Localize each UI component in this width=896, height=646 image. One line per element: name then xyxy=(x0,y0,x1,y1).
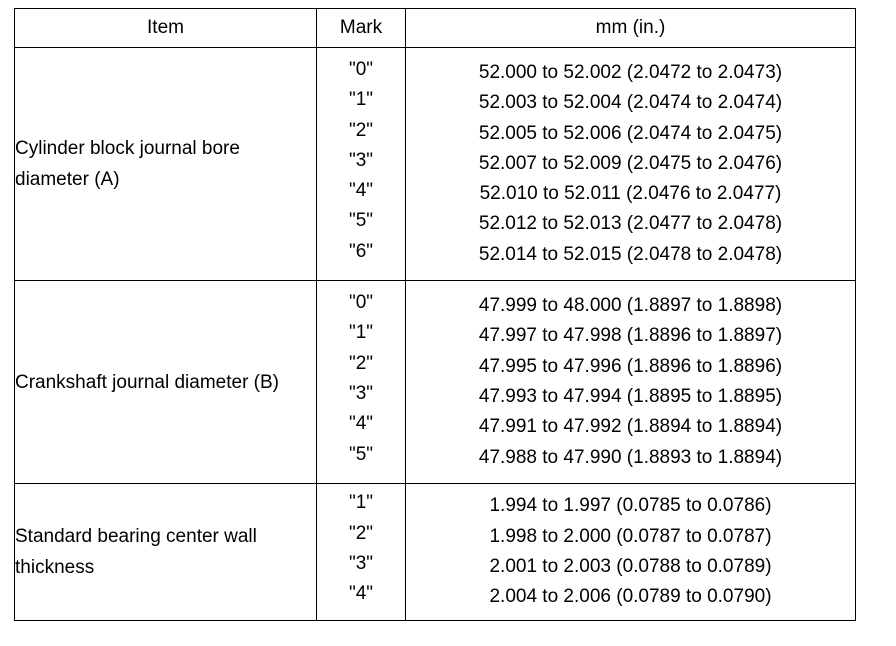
range-value: 52.014 to 52.015 (2.0478 to 2.0478) xyxy=(478,243,783,265)
range-value: 52.010 to 52.011 (2.0476 to 2.0477) xyxy=(479,183,782,205)
mark-value: "0" xyxy=(348,292,374,314)
mark-value: "2" xyxy=(348,352,374,374)
range-value: 47.997 to 47.998 (1.8896 to 1.8897) xyxy=(478,325,783,347)
mark-value: "2" xyxy=(348,119,374,141)
range-value: 47.995 to 47.996 (1.8896 to 1.8896) xyxy=(478,355,783,377)
mark-value: "4" xyxy=(348,583,374,605)
range-value: 2.001 to 2.003 (0.0788 to 0.0789) xyxy=(489,556,772,577)
value-cell xyxy=(406,48,856,281)
mark-value: "3" xyxy=(348,383,374,404)
range-value: 47.993 to 47.994 (1.8895 to 1.8895) xyxy=(478,386,783,407)
table-row-bearing-wall-thickness xyxy=(15,484,856,621)
mark-cell xyxy=(317,281,406,484)
table-row-crankshaft-journal xyxy=(15,281,856,484)
value-cell xyxy=(406,484,856,621)
range-value: 1.998 to 2.000 (0.0787 to 0.0787) xyxy=(489,525,772,547)
table-row-journal-bore xyxy=(15,48,856,281)
item-cell: Crankshaft journal diameter (B) xyxy=(15,281,317,484)
mark-cell xyxy=(317,484,406,621)
mark-value: "4" xyxy=(348,180,374,202)
mark-value: "4" xyxy=(348,413,374,435)
range-value: 52.007 to 52.009 (2.0475 to 2.0476) xyxy=(478,152,783,174)
range-value: 2.004 to 2.006 (0.0789 to 0.0790) xyxy=(489,586,772,608)
mark-value: "5" xyxy=(348,443,374,465)
range-value: 52.000 to 52.002 (2.0472 to 2.0473) xyxy=(478,61,783,83)
header-mm: mm (in.) xyxy=(406,9,856,48)
mark-value: "3" xyxy=(348,149,374,171)
header-row xyxy=(15,9,856,48)
item-cell: Standard bearing center wall thickness xyxy=(15,484,317,621)
mark-value: "0" xyxy=(348,58,374,80)
range-value: 47.999 to 48.000 (1.8897 to 1.8898) xyxy=(478,295,783,317)
mark-value: "1" xyxy=(348,89,374,111)
range-value: 52.005 to 52.006 (2.0474 to 2.0475) xyxy=(478,122,783,144)
range-value: 47.988 to 47.990 (1.8893 to 1.8894) xyxy=(478,446,783,468)
mark-value: "5" xyxy=(348,210,374,232)
range-value: 52.012 to 52.013 (2.0477 to 2.0478) xyxy=(478,213,783,235)
mark-value: "3" xyxy=(348,553,374,574)
range-value: 47.991 to 47.992 (1.8894 to 1.8894) xyxy=(478,416,783,438)
range-value: 52.003 to 52.004 (2.0474 to 2.0474) xyxy=(478,92,783,114)
mark-value: "6" xyxy=(348,240,374,262)
mark-value: "2" xyxy=(348,522,374,544)
value-cell xyxy=(406,281,856,484)
mark-value: "1" xyxy=(348,492,374,514)
range-value: 1.994 to 1.997 (0.0785 to 0.0786) xyxy=(489,495,772,517)
item-cell: Cylinder block journal bore diameter (A) xyxy=(15,48,317,281)
mark-cell xyxy=(317,48,406,281)
header-item: Item xyxy=(15,9,317,48)
spec-table xyxy=(14,8,856,621)
mark-value: "1" xyxy=(348,322,374,344)
header-mark: Mark xyxy=(317,9,406,48)
